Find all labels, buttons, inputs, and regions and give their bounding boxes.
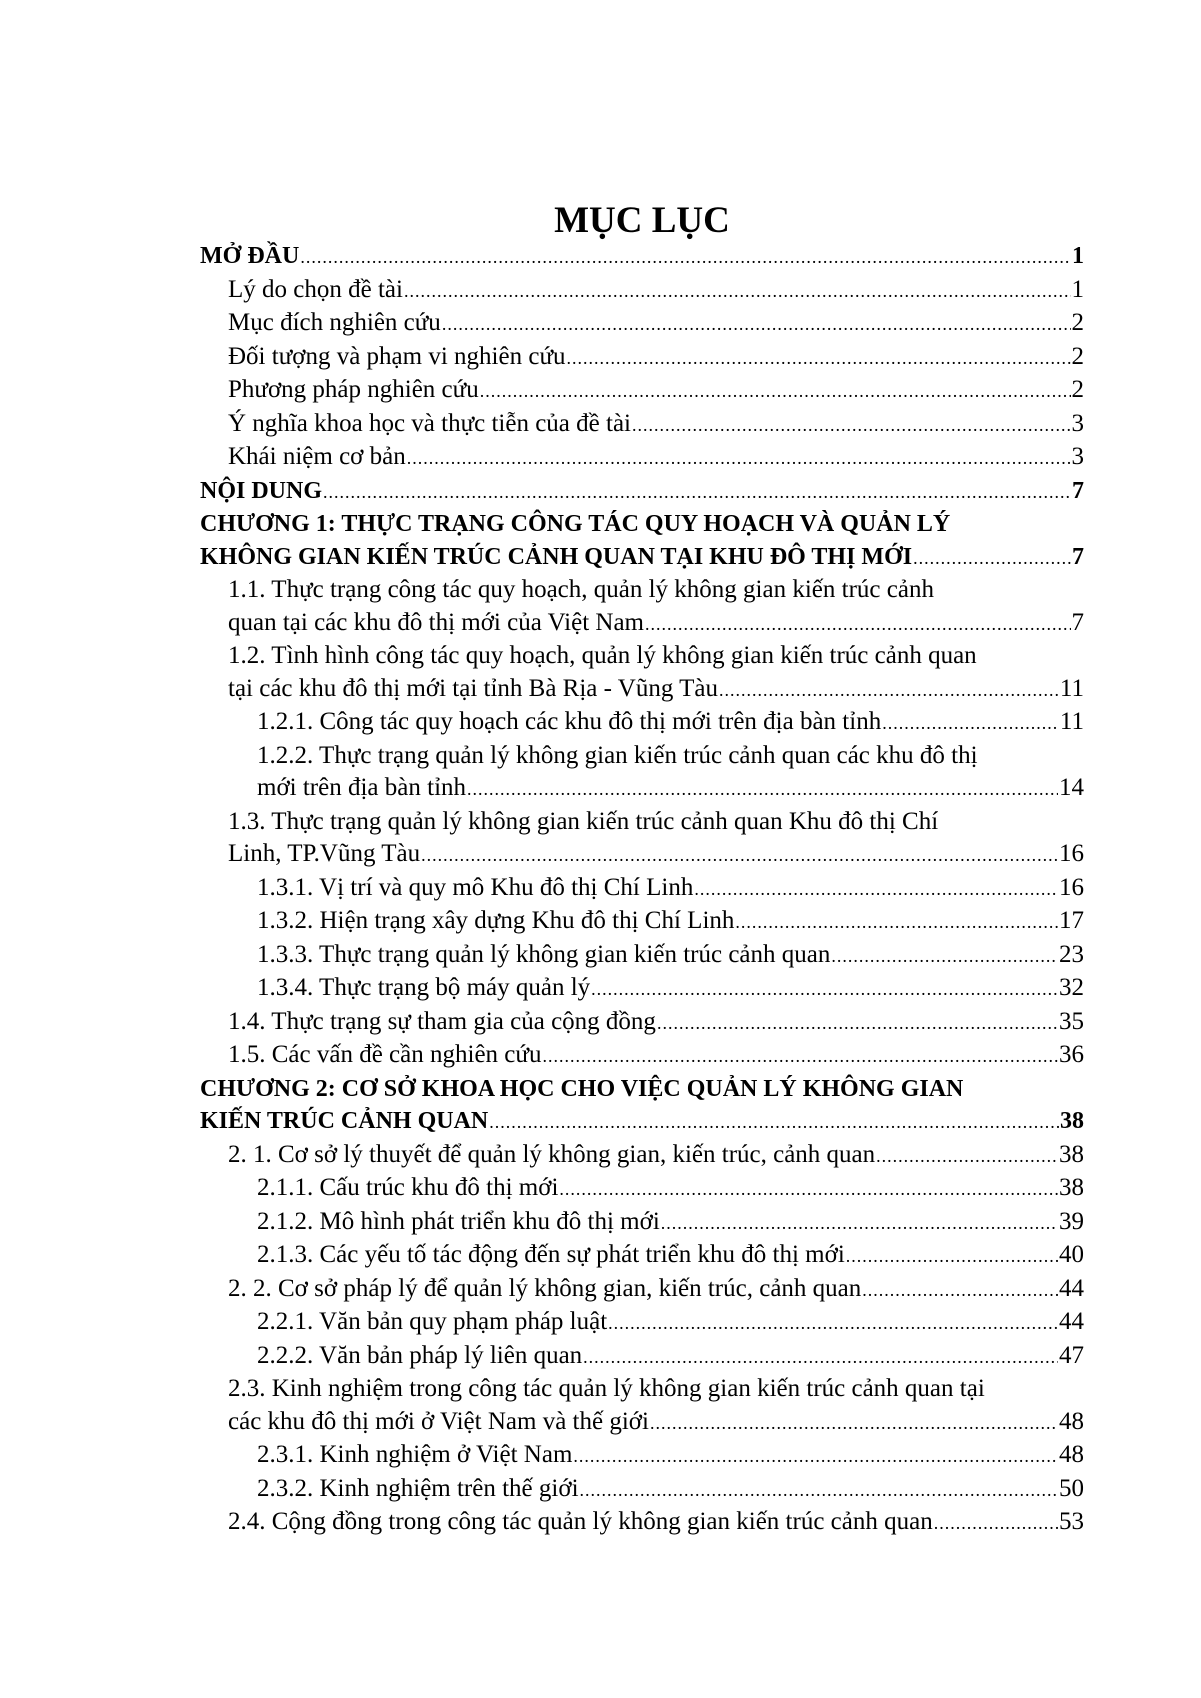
toc-page-number: 3 <box>1071 409 1084 437</box>
toc-page-number: 1 <box>1071 275 1084 303</box>
dot-leader <box>913 542 1071 575</box>
toc-entry-text-continued: quan tại các khu đô thị mới của Việt Nam <box>228 608 645 636</box>
dot-leader <box>882 707 1059 740</box>
toc-entry-text: 1.5. Các vấn đề cần nghiên cứu <box>228 1041 542 1068</box>
toc-page-number: 2 <box>1071 342 1084 370</box>
dot-leader <box>580 1474 1058 1507</box>
toc-page-number: 2 <box>1071 376 1084 403</box>
toc-entry[interactable] <box>200 939 1084 973</box>
page-title: MỤC LỤC <box>554 200 730 241</box>
toc-entry-text: 2.4. Cộng đồng trong công tác quản lý không gian kiến trúc cảnh quan <box>228 1508 933 1535</box>
toc-entry-text: Mục đích nghiên cứu <box>228 309 441 336</box>
dot-leader <box>632 409 1071 442</box>
toc-entry-text: 2.3. Kinh nghiệm trong công tác quản lý không gian kiến trúc cảnh quan tại <box>228 1375 985 1402</box>
toc-entry[interactable] <box>200 706 1084 740</box>
toc-entry-text-continued: Linh, TP.Vũng Tàu <box>228 840 421 867</box>
toc-entry[interactable] <box>200 240 1084 274</box>
toc-entry-text: 2. 2. Cơ sở pháp lý để quản lý không gian, kiến trúc, cảnh quan <box>228 1274 862 1302</box>
toc-entry[interactable] <box>200 1006 1084 1040</box>
dot-leader <box>442 308 1071 341</box>
toc-entry-text: CHƯƠNG 1: THỰC TRẠNG CÔNG TÁC QUY HOẠCH VÀ QUẢN LÝ <box>200 511 951 537</box>
toc-page-number: 11 <box>1059 674 1084 702</box>
toc-entry[interactable] <box>200 1506 1084 1540</box>
toc-entry-text: MỞ ĐẦU <box>200 243 300 269</box>
dot-leader <box>323 476 1071 509</box>
toc-page-number: 14 <box>1059 774 1084 801</box>
toc-entry-text: 2.3.1. Kinh nghiệm ở Việt Nam <box>257 1441 573 1468</box>
toc-entry[interactable] <box>200 475 1084 509</box>
toc-page-number: 32 <box>1059 974 1084 1001</box>
toc-entry-row <box>200 1105 1084 1139</box>
toc-page-number: 48 <box>1059 1407 1084 1435</box>
dot-leader <box>407 442 1071 475</box>
dot-leader <box>583 1341 1058 1374</box>
dot-leader <box>421 839 1058 872</box>
toc-page-number: 23 <box>1059 940 1084 968</box>
toc-entry[interactable] <box>200 341 1084 375</box>
toc-entry[interactable] <box>200 274 1084 308</box>
toc-page-number: 44 <box>1059 1308 1084 1335</box>
toc-entry[interactable] <box>200 1206 1084 1240</box>
toc-entry-text: 1.2.1. Công tác quy hoạch các khu đô thị mới trên địa bàn tỉnh <box>257 708 882 735</box>
toc-entry-row <box>228 1406 1084 1440</box>
toc-entry-row <box>228 838 1084 872</box>
dot-leader <box>559 1173 1058 1206</box>
toc-page-number: 38 <box>1059 1174 1084 1201</box>
dot-leader <box>735 906 1058 939</box>
toc-entry[interactable] <box>200 1039 1084 1073</box>
toc-entry-text: 1.3.1. Vị trí và quy mô Khu đô thị Chí Linh <box>257 873 694 901</box>
toc-page-number: 7 <box>1071 608 1084 636</box>
toc-page-number: 39 <box>1059 1207 1084 1235</box>
dot-leader <box>645 608 1070 641</box>
toc-entry[interactable] <box>200 806 1084 872</box>
toc-entry-text: 2.1.2. Mô hình phát triển khu đô thị mới <box>257 1207 660 1235</box>
dot-leader <box>542 1040 1058 1073</box>
toc-page-number: 44 <box>1059 1274 1084 1302</box>
toc-entry-text: 1.4. Thực trạng sự tham gia của cộng đồng <box>228 1007 656 1035</box>
dot-leader <box>591 973 1058 1006</box>
toc-entry-text: NỘI DUNG <box>200 477 323 504</box>
toc-entry[interactable] <box>200 1473 1084 1507</box>
toc-entry-text: Khái niệm cơ bản <box>228 443 406 470</box>
toc-entry[interactable] <box>200 1340 1084 1374</box>
dot-leader <box>719 674 1059 707</box>
dot-leader <box>567 342 1071 375</box>
toc-entry[interactable] <box>200 640 1084 706</box>
toc-page-number: 11 <box>1059 708 1084 735</box>
toc-page-number: 38 <box>1059 1140 1084 1168</box>
dot-leader <box>489 1106 1059 1139</box>
toc-entry[interactable] <box>200 508 1084 574</box>
toc-entry-text-continued: KIẾN TRÚC CẢNH QUAN <box>200 1108 489 1134</box>
toc-entry[interactable] <box>200 307 1084 341</box>
toc-page-number: 1 <box>1072 243 1084 269</box>
toc-entry[interactable] <box>200 740 1084 806</box>
dot-leader <box>831 940 1058 973</box>
toc-entry[interactable] <box>200 441 1084 475</box>
toc-entry-text: Ý nghĩa khoa học và thực tiễn của đề tài <box>228 409 631 437</box>
toc-entry-row <box>200 541 1084 575</box>
toc-entry-text: Phương pháp nghiên cứu <box>228 376 479 403</box>
dot-leader <box>862 1274 1058 1307</box>
toc-page-number: 35 <box>1059 1007 1084 1035</box>
toc-entry[interactable] <box>200 1273 1084 1307</box>
toc-entry-text: 1.3.2. Hiện trạng xây dựng Khu đô thị Chí Linh <box>257 907 735 934</box>
dot-leader <box>846 1240 1058 1273</box>
dot-leader <box>650 1407 1058 1440</box>
toc-entry-text: 1.2.2. Thực trạng quản lý không gian kiến trúc cảnh quan các khu đô thị <box>257 741 978 769</box>
toc-entry-text: 1.3.4. Thực trạng bộ máy quản lý <box>257 974 591 1001</box>
table-of-contents <box>200 240 1084 1540</box>
toc-page-number: 16 <box>1059 873 1084 901</box>
dot-leader <box>480 375 1071 408</box>
toc-entry-text: 2.3.2. Kinh nghiệm trên thế giới <box>257 1474 579 1502</box>
toc-entry-text: 2.2.2. Văn bản pháp lý liên quan <box>257 1341 583 1369</box>
toc-entry-text: 2.2.1. Văn bản quy phạm pháp luật <box>257 1308 608 1335</box>
toc-page-number: 38 <box>1060 1108 1084 1134</box>
dot-leader <box>934 1507 1058 1540</box>
toc-entry[interactable] <box>200 1172 1084 1206</box>
toc-entry[interactable] <box>200 905 1084 939</box>
toc-entry[interactable] <box>200 374 1084 408</box>
toc-entry-text: 2.1.3. Các yếu tố tác động đến sự phát triển khu đô thị mới <box>257 1241 845 1268</box>
toc-entry-text-continued: các khu đô thị mới ở Việt Nam và thế giới <box>228 1407 649 1435</box>
toc-entry-text: Đối tượng và phạm vi nghiên cứu <box>228 342 566 370</box>
toc-entry[interactable] <box>200 574 1084 640</box>
toc-page-number: 40 <box>1059 1241 1084 1268</box>
dot-leader <box>657 1007 1058 1040</box>
dot-leader <box>694 873 1058 906</box>
toc-entry-text: 2.1.1. Cấu trúc khu đô thị mới <box>257 1174 559 1201</box>
toc-entry-text: Lý do chọn đề tài <box>228 275 403 303</box>
toc-entry[interactable] <box>200 408 1084 442</box>
toc-page-number: 53 <box>1059 1508 1084 1535</box>
toc-entry[interactable] <box>200 872 1084 906</box>
dot-leader <box>404 275 1071 308</box>
toc-entry-text-continued: tại các khu đô thị mới tại tỉnh Bà Rịa - Vũng Tàu <box>228 674 718 702</box>
toc-entry-row <box>228 607 1084 641</box>
toc-entry[interactable] <box>200 1239 1084 1273</box>
toc-entry[interactable] <box>200 1439 1084 1473</box>
toc-page-number: 36 <box>1059 1041 1084 1068</box>
toc-entry-text-continued: KHÔNG GIAN KIẾN TRÚC CẢNH QUAN TẠI KHU ĐÔ THỊ MỚI <box>200 543 913 570</box>
toc-entry-text: 1.3.3. Thực trạng quản lý không gian kiến trúc cảnh quan <box>257 940 831 968</box>
toc-entry-text: 1.2. Tình hình công tác quy hoạch, quản lý không gian kiến trúc cảnh quan <box>228 642 977 669</box>
toc-page-number: 47 <box>1059 1341 1084 1369</box>
toc-page-number: 7 <box>1072 477 1084 504</box>
dot-leader <box>876 1140 1058 1173</box>
toc-entry-text: 2. 1. Cơ sở lý thuyết để quản lý không gian, kiến trúc, cảnh quan <box>228 1140 876 1168</box>
toc-entry-row <box>228 673 1084 707</box>
toc-entry[interactable] <box>200 1373 1084 1439</box>
toc-entry-text: 1.1. Thực trạng công tác quy hoạch, quản lý không gian kiến trúc cảnh <box>228 576 934 603</box>
toc-entry-text-continued: mới trên địa bàn tỉnh <box>257 774 467 801</box>
toc-page-number: 16 <box>1059 840 1084 867</box>
toc-page-number: 2 <box>1071 309 1084 336</box>
toc-page-number: 50 <box>1059 1474 1084 1502</box>
dot-leader <box>573 1440 1058 1473</box>
toc-page-number: 3 <box>1071 443 1084 470</box>
toc-page-number: 48 <box>1059 1441 1084 1468</box>
dot-leader <box>608 1307 1058 1340</box>
toc-entry[interactable] <box>200 1073 1084 1139</box>
toc-entry-text: 1.3. Thực trạng quản lý không gian kiến trúc cảnh quan Khu đô thị Chí <box>228 807 939 835</box>
toc-entry-text: CHƯƠNG 2: CƠ SỞ KHOA HỌC CHO VIỆC QUẢN LÝ KHÔNG GIAN <box>200 1075 964 1102</box>
dot-leader <box>300 241 1071 274</box>
dot-leader <box>661 1207 1058 1240</box>
toc-entry-row <box>257 772 1084 806</box>
toc-page-number: 7 <box>1072 543 1084 570</box>
dot-leader <box>467 773 1058 806</box>
toc-entry[interactable] <box>200 972 1084 1006</box>
toc-entry[interactable] <box>200 1139 1084 1173</box>
toc-page-number: 17 <box>1059 907 1084 934</box>
toc-entry[interactable] <box>200 1306 1084 1340</box>
